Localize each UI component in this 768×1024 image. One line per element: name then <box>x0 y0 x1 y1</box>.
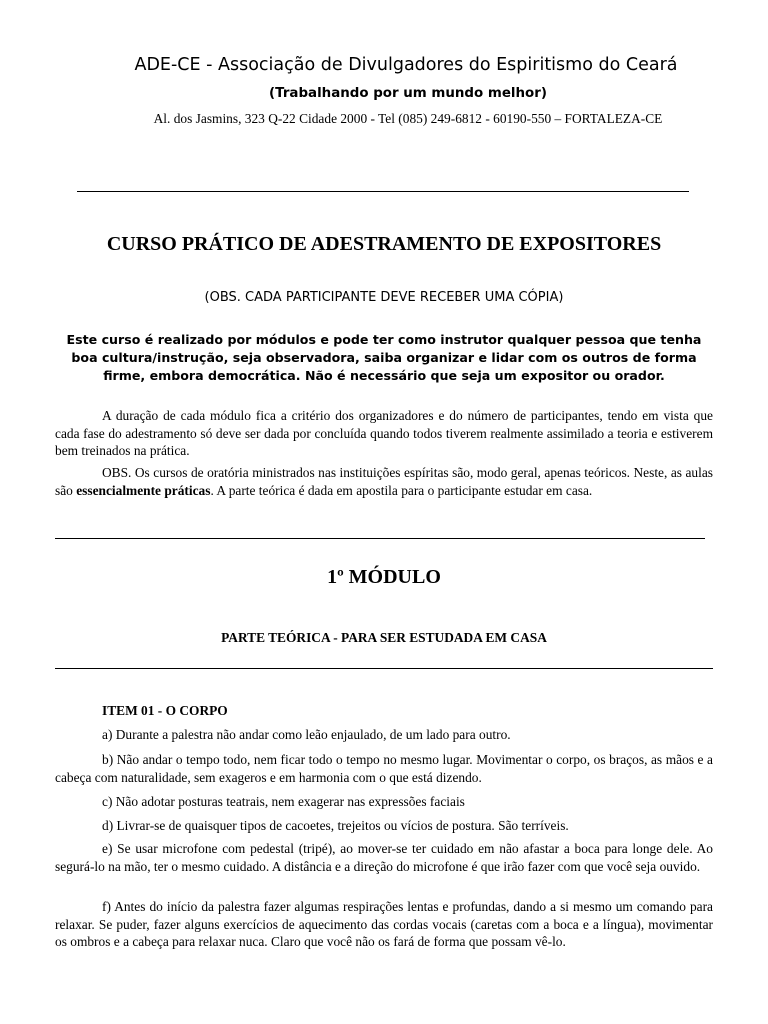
obs-text-bold: essencialmente práticas <box>76 482 211 498</box>
item-a: a) Durante a palestra não andar como leão enjaulado, de um lado para outro. <box>102 727 511 742</box>
section-divider-1 <box>55 538 705 539</box>
course-title: CURSO PRÁTICO DE ADESTRAMENTO DE EXPOSITORES <box>106 233 662 255</box>
org-name: ADE-CE - Associação de Divulgadores do Espiritismo do Ceará <box>134 55 678 75</box>
item-e: e) Se usar microfone com pedestal (tripé), ao mover-se ter cuidado em não afastar a boca para longe dele. Ao segurá-lo na mão, ter o mesmo cuidado. A distância e a direção do microfone é que irão fazer com que você seja ouvido. <box>55 841 713 874</box>
duration-paragraph <box>55 407 713 460</box>
org-motto: (Trabalhando por um mundo melhor) <box>269 86 547 101</box>
module-title: 1º MÓDULO <box>327 566 441 588</box>
copy-note: (OBS. CADA PARTICIPANTE DEVE RECEBER UMA CÓPIA) <box>204 290 564 305</box>
item-f: f) Antes do início da palestra fazer algumas respirações lentas e profundas, dando a si mesmo um comando para relaxar. Se puder, fazer alguns exercícios de aquecimento das cordas vocais (caretas com a boca e a língua), movimentar os ombros e a cabeça para relaxar nuca. Claro que você não os fará de forma que possam vê-lo. <box>55 899 713 949</box>
obs-paragraph <box>55 464 713 499</box>
intro-paragraph: Este curso é realizado por módulos e pode ter como instrutor qualquer pessoa que tenha boa cultura/instrução, seja observadora, saiba organizar e lidar com os outros de forma firme, embora democrática. Não é necessário que seja um expositor ou orador. <box>66 332 702 383</box>
item-d: d) Livrar-se de quaisquer tipos de cacoetes, trejeitos ou vícios de postura. São terríveis. <box>102 818 569 833</box>
duration-text: A duração de cada módulo fica a critério dos organizadores e do número de participantes, tendo em vista que cada fase do adestramento só deve ser dada por concluída quando todos tiverem realmente assimilado a teoria e estiverem bem treinados na prática. <box>55 408 713 458</box>
header-divider <box>77 191 689 192</box>
obs-text-start: OBS. Os cursos de oratória ministrados nas instituições espíritas são, modo geral, apenas teóricos. Neste, as aulas são <box>55 465 713 498</box>
module-subtitle: PARTE TEÓRICA - PARA SER ESTUDADA EM CASA <box>221 630 547 645</box>
item-c: c) Não adotar posturas teatrais, nem exagerar nas expressões faciais <box>102 794 465 809</box>
section-divider-2 <box>55 668 713 669</box>
obs-text-end: . A parte teórica é dada em apostila para o participante estudar em casa. <box>210 482 593 498</box>
item-b: b) Não andar o tempo todo, nem ficar todo o tempo no mesmo lugar. Movimentar o corpo, os braços, as mãos e a cabeça com naturalidade, sem exageros e em harmonia com o que está dizendo. <box>55 752 713 785</box>
org-address: Al. dos Jasmins, 323 Q-22 Cidade 2000 - Tel (085) 249-6812 - 60190-550 – FORTALEZA-CE <box>153 111 663 126</box>
item-title: ITEM 01 - O CORPO <box>102 703 228 718</box>
